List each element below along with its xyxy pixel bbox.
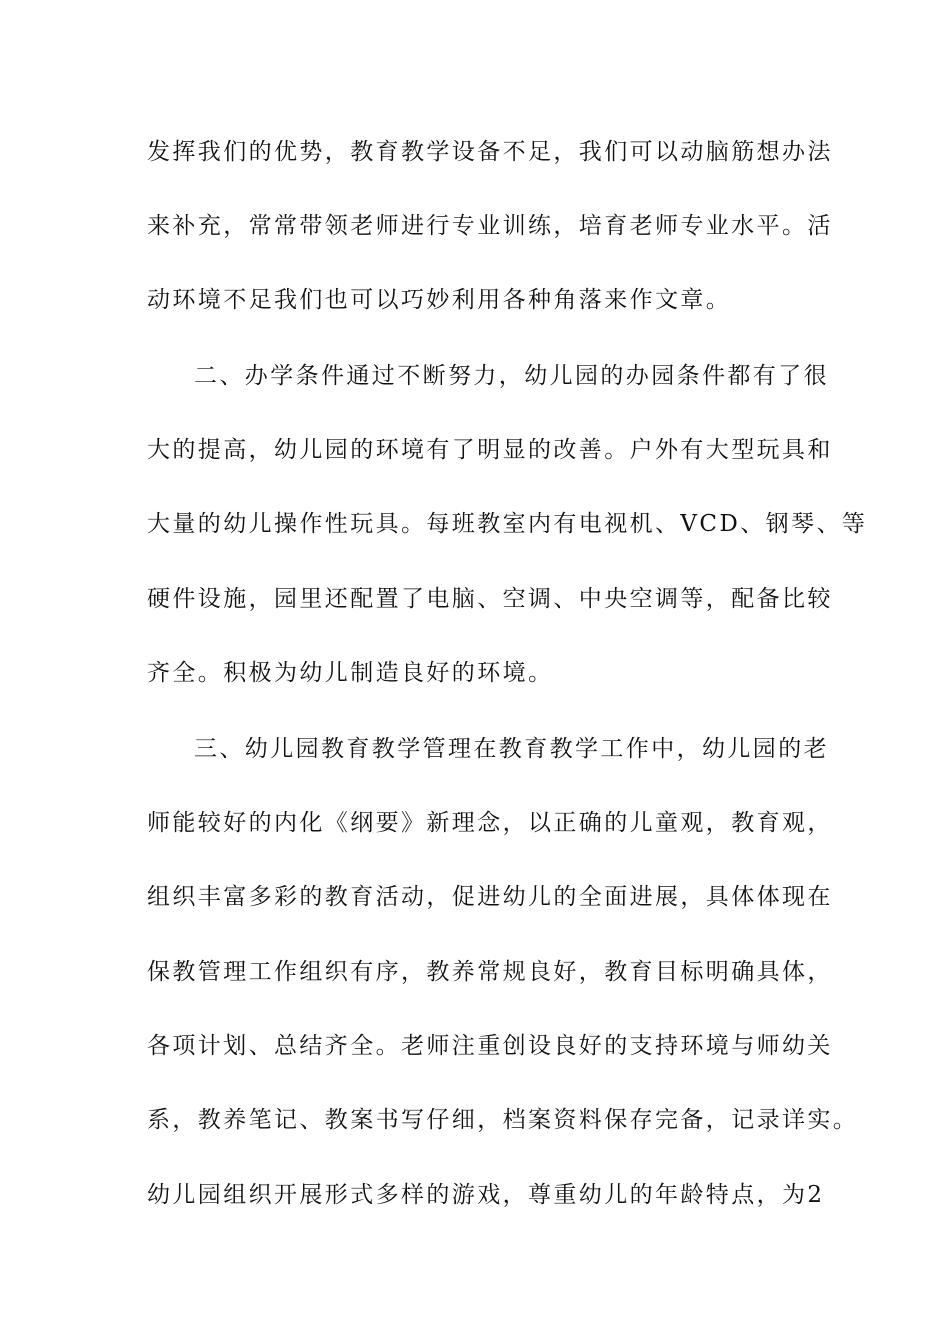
paragraph-3-line-1: 三、幼儿园教育教学管理在教育教学工作中，幼儿园的老: [194, 736, 829, 762]
text-line-8: 齐全。积极为幼儿制造良好的环境。: [147, 660, 554, 686]
text-line-11: 组织丰富多彩的教育活动，促进幼儿的全面进展，具体体现在: [147, 884, 833, 910]
text-line-13: 各项计划、总结齐全。老师注重创设良好的支持环境与师幼关: [147, 1033, 833, 1059]
text-line-10: 师能较好的内化《纲要》新理念，以正确的儿童观，教育观，: [147, 810, 833, 836]
text-line-5: 大的提高，幼儿园的环境有了明显的改善。户外有大型玩具和: [147, 437, 833, 463]
text-line-15: 幼儿园组织开展形式多样的游戏，尊重幼儿的年龄特点，为2: [147, 1182, 825, 1208]
text-line-6: 大量的幼儿操作性玩具。每班教室内有电视机、VCD、钢琴、等: [147, 511, 868, 537]
text-line-7: 硬件设施，园里还配置了电脑、空调、中央空调等，配备比较: [147, 586, 833, 612]
text-line-14: 系，教养笔记、教案书写仔细，档案资料保存完备，记录详实。: [147, 1107, 859, 1133]
text-line-2: 来补充，常常带领老师进行专业训练，培育老师专业水平。活: [147, 213, 833, 239]
text-line-12: 保教管理工作组织有序，教养常规良好，教育目标明确具体，: [147, 959, 833, 985]
paragraph-2-line-1: 二、办学条件通过不断努力，幼儿园的办园条件都有了很: [194, 363, 829, 389]
text-line-3: 动环境不足我们也可以巧妙利用各种角落来作文章。: [147, 287, 732, 313]
text-line-1: 发挥我们的优势，教育教学设备不足，我们可以动脑筋想办法: [147, 139, 833, 165]
